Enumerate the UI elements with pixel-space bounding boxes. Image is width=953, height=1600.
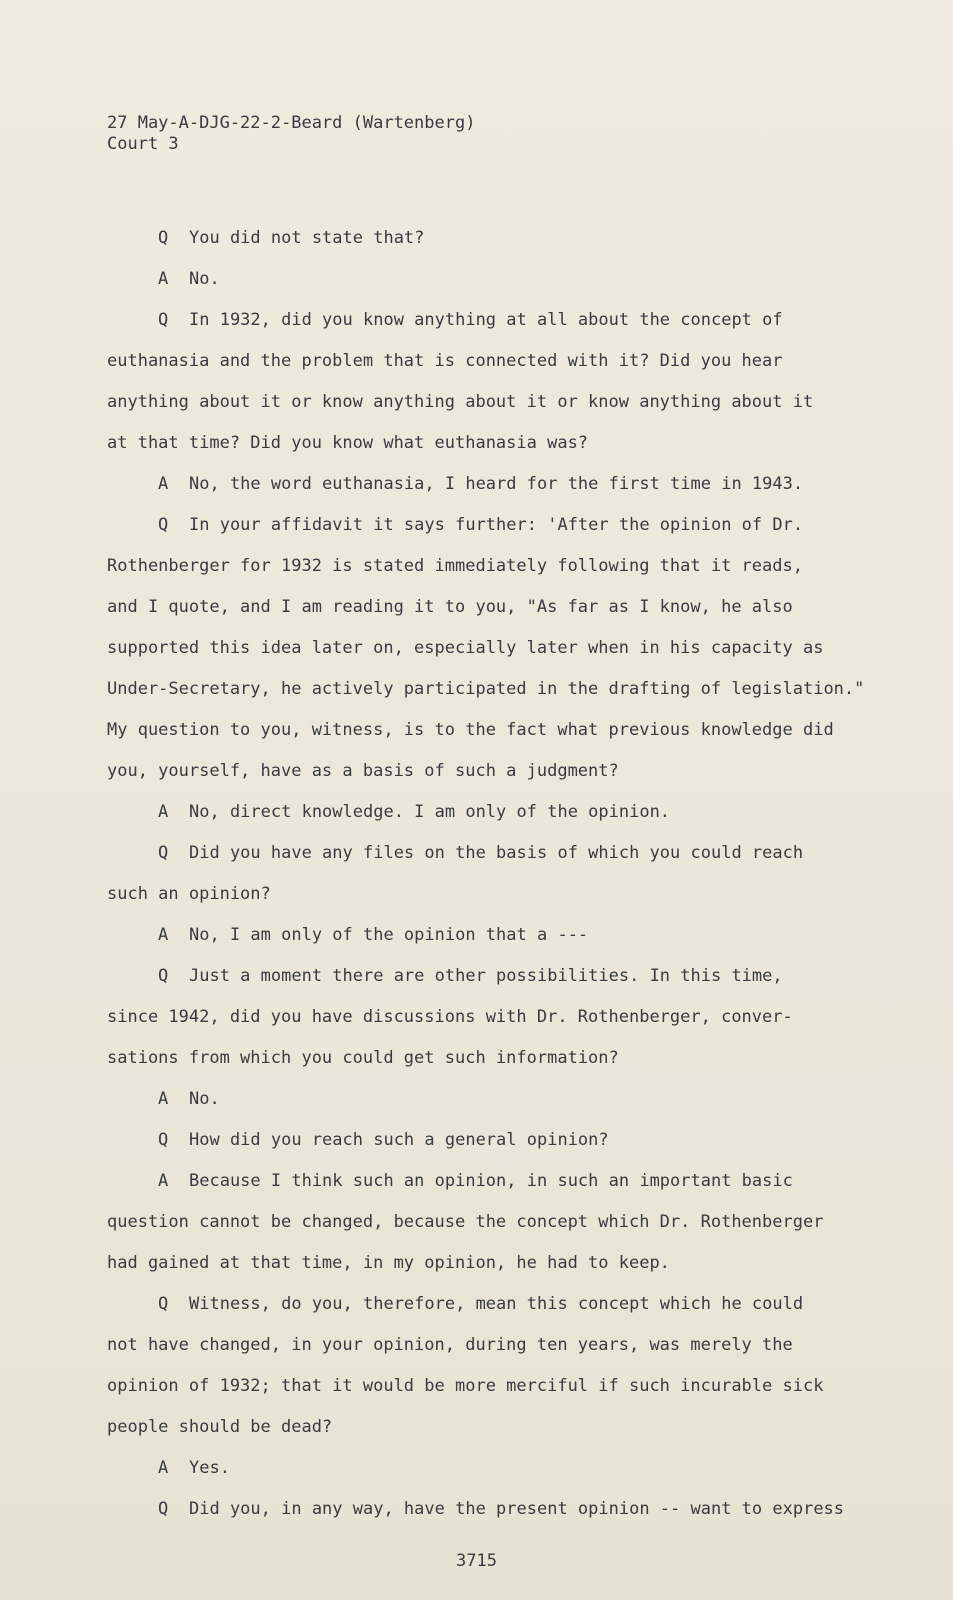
line-text: question cannot be changed, because the concept which Dr. Rothenberger xyxy=(107,1212,824,1232)
line-text: had gained at that time, in my opinion, he had to keep. xyxy=(107,1253,670,1273)
speaker-label: A xyxy=(158,1171,169,1191)
line-text: No, direct knowledge. I am only of the opinion. xyxy=(189,802,671,822)
header-reference: 27 May-A-DJG-22-2-Beard (Wartenberg) xyxy=(107,113,476,133)
line-text: sations from which you could get such information? xyxy=(107,1048,619,1068)
speaker-label: Q xyxy=(158,1499,169,1519)
transcript-line xyxy=(107,341,847,382)
transcript-line xyxy=(107,1284,847,1325)
line-text: people should be dead? xyxy=(107,1417,333,1437)
line-text: You did not state that? xyxy=(189,228,425,248)
transcript-line xyxy=(107,505,847,546)
transcript-line xyxy=(107,1325,847,1366)
line-text: In your affidavit it says further: 'After the opinion of Dr. xyxy=(189,515,804,535)
line-text: Because I think such an opinion, in such an important basic xyxy=(189,1171,793,1191)
transcript-line xyxy=(107,1448,847,1489)
line-text: at that time? Did you know what euthanasia was? xyxy=(107,433,589,453)
line-text: No. xyxy=(189,1089,220,1109)
transcript-line xyxy=(107,1489,847,1530)
speaker-label: A xyxy=(158,1458,169,1478)
transcript-line xyxy=(107,710,847,751)
line-text: Just a moment there are other possibilities. In this time, xyxy=(189,966,783,986)
line-text: Under-Secretary, he actively participated in the drafting of legislation." xyxy=(107,679,865,699)
document-header xyxy=(107,113,475,155)
transcript-line xyxy=(107,833,847,874)
transcript-line xyxy=(107,628,847,669)
speaker-label: Q xyxy=(158,1294,169,1314)
line-text: My question to you, witness, is to the fact what previous knowledge did xyxy=(107,720,834,740)
speaker-label: Q xyxy=(158,966,169,986)
line-text: Did you, in any way, have the present opinion -- want to express xyxy=(189,1499,845,1519)
line-text: supported this idea later on, especially later when in his capacity as xyxy=(107,638,824,658)
transcript-line xyxy=(107,587,847,628)
header-court: Court 3 xyxy=(107,134,179,154)
transcript-line xyxy=(107,382,847,423)
speaker-label: A xyxy=(158,474,169,494)
line-text: since 1942, did you have discussions with Dr. Rothenberger, conver- xyxy=(107,1007,793,1027)
transcript-line xyxy=(107,1161,847,1202)
speaker-label: A xyxy=(158,802,169,822)
transcript-line xyxy=(107,1038,847,1079)
transcript-line xyxy=(107,874,847,915)
transcript-line xyxy=(107,997,847,1038)
transcript-line xyxy=(107,218,847,259)
speaker-label: A xyxy=(158,269,169,289)
line-text: No, the word euthanasia, I heard for the first time in 1943. xyxy=(189,474,804,494)
line-text: you, yourself, have as a basis of such a judgment? xyxy=(107,761,619,781)
line-text: How did you reach such a general opinion? xyxy=(189,1130,609,1150)
line-text: euthanasia and the problem that is connected with it? Did you hear xyxy=(107,351,783,371)
line-text: No, I am only of the opinion that a --- xyxy=(189,925,589,945)
transcript-line xyxy=(107,915,847,956)
transcript-line xyxy=(107,546,847,587)
transcript-line xyxy=(107,1407,847,1448)
line-text: such an opinion? xyxy=(107,884,271,904)
speaker-label: A xyxy=(158,1089,169,1109)
transcript-line xyxy=(107,1202,847,1243)
transcript-line xyxy=(107,464,847,505)
transcript-line xyxy=(107,259,847,300)
transcript-line xyxy=(107,751,847,792)
line-text: Yes. xyxy=(189,1458,230,1478)
speaker-label: A xyxy=(158,925,169,945)
transcript-line xyxy=(107,669,865,710)
line-text: not have changed, in your opinion, during ten years, was merely the xyxy=(107,1335,793,1355)
transcript-line xyxy=(107,1120,847,1161)
transcript-line xyxy=(107,1079,847,1120)
line-text: and I quote, and I am reading it to you, "As far as I know, he also xyxy=(107,597,793,617)
line-text: Rothenberger for 1932 is stated immediately following that it reads, xyxy=(107,556,803,576)
page-number: 3715 xyxy=(456,1551,497,1571)
transcript-line xyxy=(107,1366,847,1407)
line-text: Did you have any files on the basis of which you could reach xyxy=(189,843,804,863)
line-text: opinion of 1932; that it would be more merciful if such incurable sick xyxy=(107,1376,824,1396)
speaker-label: Q xyxy=(158,1130,169,1150)
transcript-line xyxy=(107,423,847,464)
speaker-label: Q xyxy=(158,515,169,535)
transcript-line xyxy=(107,300,847,341)
speaker-label: Q xyxy=(158,228,169,248)
speaker-label: Q xyxy=(158,843,169,863)
transcript-line xyxy=(107,1243,847,1284)
line-text: anything about it or know anything about it or know anything about it xyxy=(107,392,814,412)
line-text: In 1932, did you know anything at all about the concept of xyxy=(189,310,783,330)
transcript-line xyxy=(107,956,847,997)
transcript-line xyxy=(107,792,847,833)
line-text: Witness, do you, therefore, mean this concept which he could xyxy=(189,1294,804,1314)
transcript-body xyxy=(107,218,865,1530)
speaker-label: Q xyxy=(158,310,169,330)
line-text: No. xyxy=(189,269,220,289)
